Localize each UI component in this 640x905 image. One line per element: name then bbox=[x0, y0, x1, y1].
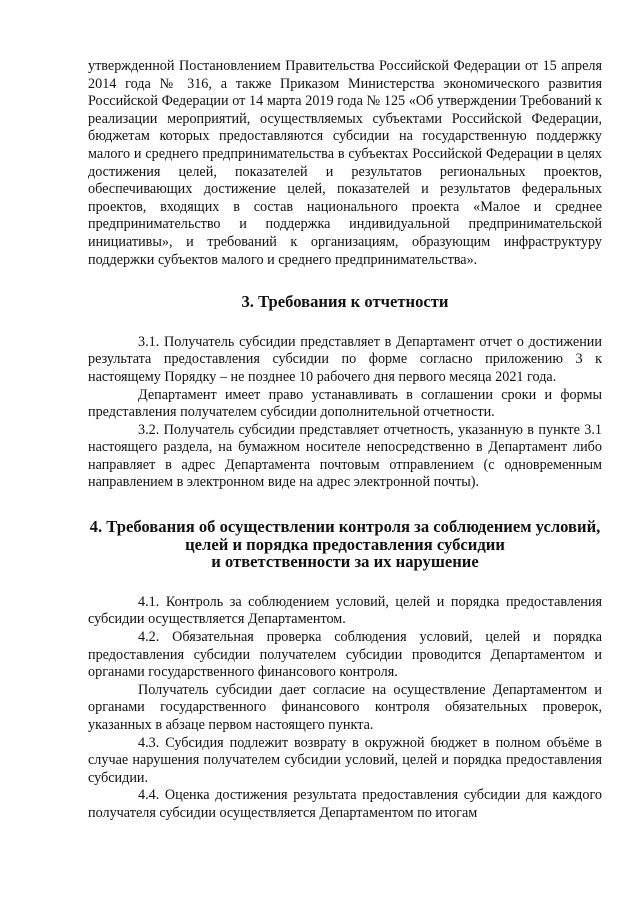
paragraph-4-2-consent: Получатель субсидии дает согласие на осуществление Департаментом и органами государственного финансового контроля обязательных проверок, указанных в абзаце первом настоящего пункта. bbox=[88, 681, 602, 733]
section-4-title-line-3: и ответственности за их нарушение bbox=[211, 552, 479, 572]
section-3-title: 3. Требования к отчетности bbox=[241, 292, 449, 312]
paragraph-3-1-additional: Департамент имеет право устанавливать в соглашении сроки и формы представления получателем субсидии дополнительной отчетности. bbox=[88, 386, 602, 421]
paragraph-4-2: 4.2. Обязательная проверка соблюдения условий, целей и порядка предоставления субсидии получателем субсидии проводится Департаментом и органами государственного финансового контроля. bbox=[88, 629, 602, 681]
paragraph-4-4: 4.4. Оценка достижения результата предоставления субсидии для каждого получателя субсидии осуществляется Департаментом по итогам bbox=[88, 787, 602, 821]
paragraph-3-1: 3.1. Получатель субсидии представляет в Департамент отчет о достижении результата предоставления субсидии по форме согласно приложению 3 к настоящему Порядку – не позднее 10 рабочего дня первого месяца 2021 года. bbox=[88, 333, 602, 385]
paragraph-4-3: 4.3. Субсидия подлежит возврату в окружной бюджет в полном объёме в случае нарушения получателем субсидии условий, целей и порядка предоставления субсидии. bbox=[88, 734, 602, 786]
section-4-title bbox=[88, 518, 602, 571]
paragraph-3-2: 3.2. Получатель субсидии представляет отчетность, указанную в пункте 3.1 настоящего раздела, на бумажном носителе непосредственно в Департамент либо направляет в адрес Департамента почтовым отправлением (с одновременным направлением в электронном виде на адрес электронной почты). bbox=[88, 421, 602, 491]
section-4-title-line-1: 4. Требования об осуществлении контроля за соблюдением условий, bbox=[89, 517, 601, 537]
section-4-title-line-2: целей и порядка предоставления субсидии bbox=[185, 534, 505, 554]
intro-paragraph: утвержденной Постановлением Правительства Российской Федерации от 15 апреля 2014 года № 316, а также Приказом Министерства экономического развития Российской Федерации от 14 марта 2019 года № 125 «Об утверждении Требований к реализации мероприятий, осуществляемых субъектами Российской Федерации, бюджетам которых предоставляются субсидии на государственную поддержку малого и среднего предпринимательства в субъектах Российской Федерации в целях достижения целей, показателей и результатов региональных проектов, обеспечивающих достижение целей, показателей и результатов федеральных проектов, входящих в состав национального проекта «Малое и среднее предпринимательство и поддержка индивидуальной предпринимательской инициативы», и требований к организациям, образующим инфраструктуру поддержки субъектов малого и среднего предпринимательства». bbox=[88, 58, 602, 268]
document-page bbox=[88, 58, 602, 823]
paragraph-4-1: 4.1. Контроль за соблюдением условий, целей и порядка предоставления субсидии осуществляется Департаментом. bbox=[88, 593, 602, 628]
